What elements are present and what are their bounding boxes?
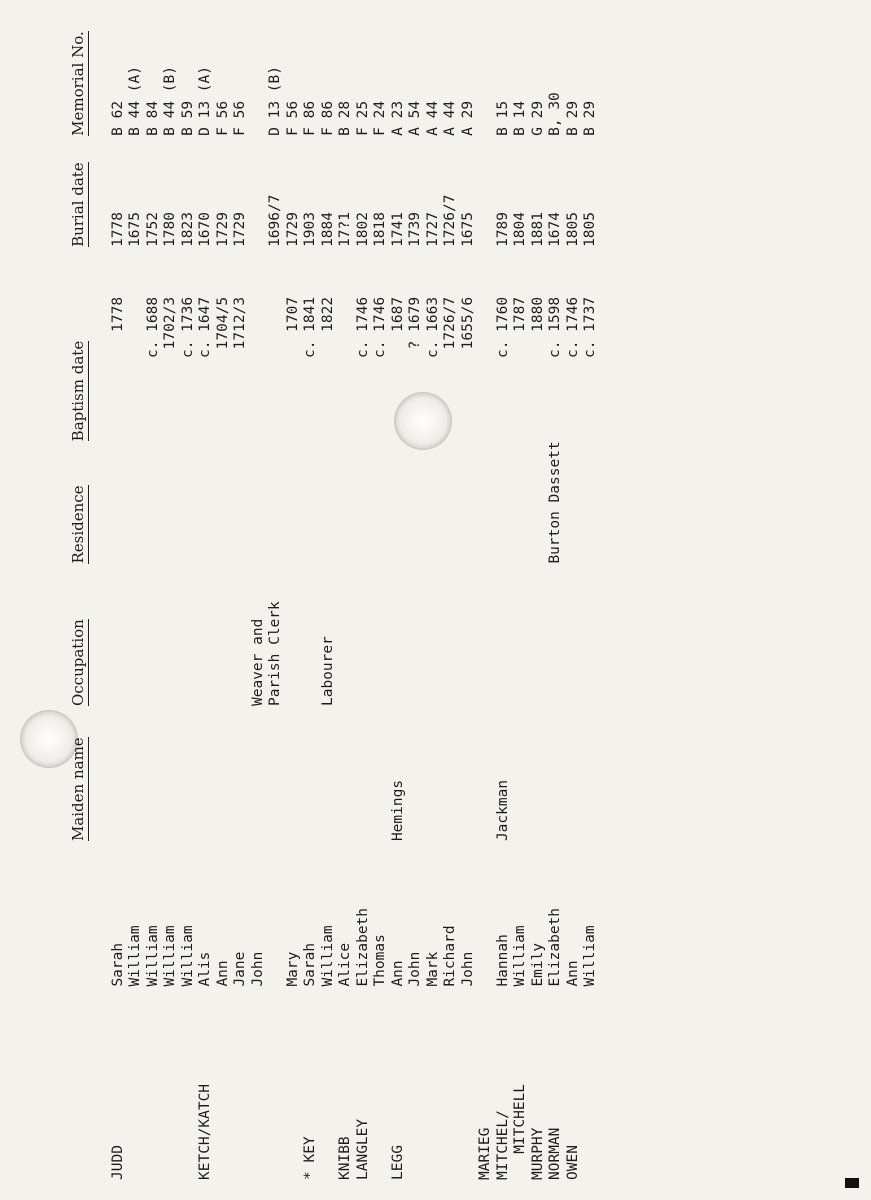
header-surname: [70, 987, 110, 1180]
cell-baptism: 1822: [319, 296, 336, 332]
cell-maiden: [110, 706, 128, 841]
table-row: [495, 0, 513, 1180]
header-occupation: Occupation: [69, 619, 87, 707]
header-baptism-date: Baptism date: [69, 340, 87, 442]
cell-burial: [477, 136, 495, 247]
header-residence: Residence: [69, 485, 87, 564]
cell-occupation: [162, 564, 180, 706]
cell-maiden: [302, 706, 320, 841]
cell-surname: LANGLEY: [354, 1118, 371, 1180]
cell-residence: [390, 441, 408, 563]
cell-surname: * KEY: [302, 1136, 318, 1180]
cell-surname: OWEN: [564, 1145, 581, 1180]
cell-given: Alice: [337, 942, 353, 987]
table-row: [460, 0, 478, 1180]
cell-baptism: c. 1736: [179, 296, 196, 359]
table-row: [302, 0, 320, 1180]
cell-occupation: [512, 564, 530, 706]
cell-burial: 1903: [302, 212, 318, 247]
cell-residence: [320, 441, 338, 563]
cell-memorial: B 59: [179, 100, 196, 136]
cell-given: William: [144, 925, 161, 987]
cell-given: William: [512, 925, 528, 987]
cell-baptism: c. 1598: [547, 296, 563, 359]
cell-memorial: G 29: [529, 100, 546, 136]
cell-baptism: 1880: [529, 296, 546, 332]
cell-given: Alis: [197, 951, 213, 987]
cell-occupation: [302, 564, 320, 706]
cell-burial: 1802: [354, 212, 371, 247]
cell-surname: JUDD: [109, 1145, 126, 1180]
table-row: [145, 0, 163, 1180]
cell-surname: [127, 987, 145, 1180]
cell-maiden: [232, 706, 250, 841]
cell-memorial: F 24: [372, 100, 388, 136]
cell-occupation: Weaver and: [249, 618, 266, 707]
cell-burial: [250, 136, 268, 247]
cell-burial: 1726/7: [442, 194, 458, 247]
cell-burial: 1884: [319, 212, 336, 247]
cell-given: Thomas: [372, 934, 388, 987]
cell-residence: [477, 441, 495, 563]
cell-residence: [127, 441, 145, 563]
register-rows: [110, 0, 600, 1180]
cell-baptism: 1707: [284, 296, 301, 332]
cell-baptism: c. 1737: [582, 296, 598, 359]
cell-baptism: [127, 247, 145, 441]
cell-memorial: B 62: [109, 100, 126, 136]
cell-memorial: F 56: [214, 100, 231, 136]
cell-occupation: [530, 564, 548, 706]
cell-maiden: [250, 706, 268, 841]
table-row: [477, 0, 495, 1180]
cell-burial: 1729: [214, 212, 231, 247]
cell-residence: [285, 441, 303, 563]
cell-baptism: [337, 247, 355, 441]
cell-baptism: c. 1841: [302, 296, 318, 359]
cell-memorial: F 86: [319, 100, 336, 136]
cell-occupation: [442, 564, 460, 706]
cell-memorial: A 44: [442, 100, 458, 136]
cell-maiden: [565, 706, 583, 841]
table-row: [232, 0, 250, 1180]
cell-burial: 1805: [564, 212, 581, 247]
cell-given: Sarah: [109, 942, 126, 987]
cell-memorial: B 29: [582, 100, 598, 136]
cell-surname: [250, 987, 268, 1180]
cell-baptism: 1702/3: [162, 296, 178, 350]
cell-memorial: B 28: [337, 100, 353, 136]
cell-surname: MARIEG: [477, 1127, 493, 1180]
header-row: [70, 0, 110, 1180]
cell-occupation: Parish Clerk: [267, 601, 283, 707]
header-memorial-no: Memorial No.: [69, 31, 87, 136]
cell-residence: [530, 441, 548, 563]
cell-residence: [582, 441, 600, 563]
cell-given: William: [179, 925, 196, 987]
cell-residence: [495, 441, 513, 563]
cell-given: Elizabeth: [354, 907, 371, 987]
cell-given: Sarah: [302, 942, 318, 987]
table-row: [530, 0, 548, 1180]
cell-given: Jane: [232, 951, 248, 987]
cell-memorial: D 13 (A): [197, 66, 213, 136]
cell-burial: 1741: [389, 212, 406, 247]
cell-burial: 1752: [144, 212, 161, 247]
cell-baptism: 1787: [512, 296, 528, 332]
cell-occupation: [355, 564, 373, 706]
cell-residence: [372, 441, 390, 563]
table-row: [565, 0, 583, 1180]
cell-surname: KETCH/KATCH: [197, 1083, 213, 1180]
cell-memorial: B 44 (A): [127, 66, 143, 136]
cell-residence: [145, 441, 163, 563]
cell-burial: 1675: [127, 212, 143, 247]
cell-given: John: [249, 951, 266, 987]
cell-baptism: ? 1679: [407, 296, 423, 350]
cell-burial: 1670: [197, 212, 213, 247]
cell-residence: [512, 441, 530, 563]
table-row: [267, 0, 285, 1180]
cell-residence: [337, 441, 355, 563]
cell-memorial: F 56: [232, 100, 248, 136]
cell-burial: 1789: [494, 212, 511, 247]
cell-surname: [215, 987, 233, 1180]
cell-given: [267, 841, 285, 987]
header-burial-date: Burial date: [69, 162, 87, 247]
cell-residence: [302, 441, 320, 563]
cell-burial: 1696/7: [267, 194, 283, 247]
cell-occupation: [197, 564, 215, 706]
cell-residence: [407, 441, 425, 563]
cell-surname: MITCHELL: [512, 1083, 528, 1180]
table-row: [582, 0, 600, 1180]
cell-occupation: [285, 564, 303, 706]
cell-baptism: 1712/3: [232, 296, 248, 350]
cell-memorial: F 56: [284, 100, 301, 136]
table-row: [110, 0, 128, 1180]
cell-occupation: [372, 564, 390, 706]
cell-given: [477, 841, 495, 987]
cell-occupation: [565, 564, 583, 706]
cell-memorial: D 13 (B): [267, 66, 283, 136]
cell-memorial: B 44 (B): [162, 66, 178, 136]
cell-memorial: A 23: [389, 100, 406, 136]
table-row: [442, 0, 460, 1180]
cell-baptism: [250, 247, 268, 441]
cell-maiden: [477, 706, 495, 841]
cell-residence: [425, 441, 443, 563]
table-row: [127, 0, 145, 1180]
cell-occupation: [547, 564, 565, 706]
cell-maiden: Jackman: [494, 779, 511, 842]
cell-maiden: [530, 706, 548, 841]
table-row: [355, 0, 373, 1180]
cell-given: William: [582, 925, 598, 987]
cell-burial: 1818: [372, 212, 388, 247]
cell-burial: 1727: [424, 212, 441, 247]
cell-maiden: [197, 706, 215, 841]
cell-burial: 1674: [547, 212, 563, 247]
table-row: [337, 0, 355, 1180]
cell-residence: Burton Dassett: [547, 441, 563, 564]
cell-maiden: [547, 706, 565, 841]
cell-surname: KNIBB: [337, 1136, 353, 1180]
table-row: [320, 0, 338, 1180]
cell-baptism: 1687: [389, 296, 406, 332]
cell-given: Richard: [442, 925, 458, 987]
cell-baptism: [267, 247, 285, 441]
burial-register-table: [70, 0, 600, 1180]
cell-surname: MITCHEL/: [494, 1110, 511, 1180]
table-row: [372, 0, 390, 1180]
cell-burial: 1780: [162, 212, 178, 247]
cell-occupation: [232, 564, 250, 706]
cell-memorial: F 25: [354, 100, 371, 136]
cell-occupation: [407, 564, 425, 706]
cell-burial: 1805: [582, 212, 598, 247]
cell-baptism: c. 1688: [144, 296, 161, 359]
cell-occupation: [495, 564, 513, 706]
table-row: [512, 0, 530, 1180]
cell-given: John: [459, 951, 476, 987]
cell-occupation: [582, 564, 600, 706]
cell-given: Mark: [424, 951, 441, 987]
cell-surname: [267, 987, 285, 1180]
cell-maiden: [180, 706, 198, 841]
table-row: [547, 0, 565, 1180]
header-maiden-name: Maiden name: [69, 737, 87, 842]
cell-maiden: [512, 706, 530, 841]
table-row: [180, 0, 198, 1180]
asterisk-mark: *: [302, 1162, 318, 1180]
cell-residence: [232, 441, 250, 563]
cell-given: Ann: [564, 960, 581, 987]
cell-memorial: B 14: [512, 100, 528, 136]
cell-burial: 1778: [109, 212, 126, 247]
cell-maiden: [372, 706, 390, 841]
cell-residence: [180, 441, 198, 563]
cell-memorial: B 29: [564, 100, 581, 136]
cell-burial: 1729: [232, 212, 248, 247]
cell-surname: [407, 987, 425, 1180]
cell-given: Ann: [389, 960, 406, 987]
cell-memorial: B 84: [144, 100, 161, 136]
ink-mark: [845, 1178, 859, 1188]
cell-residence: [355, 441, 373, 563]
cell-surname: [372, 987, 390, 1180]
cell-surname: [180, 987, 198, 1180]
cell-occupation: [127, 564, 145, 706]
cell-given: Emily: [529, 942, 546, 987]
table-row: [390, 0, 408, 1180]
cell-memorial: A 44: [424, 100, 441, 136]
table-row: [407, 0, 425, 1180]
cell-occupation: [337, 564, 355, 706]
cell-baptism: c. 1647: [197, 296, 213, 359]
cell-residence: [215, 441, 233, 563]
cell-baptism: 1778: [109, 296, 126, 332]
table-row: [285, 0, 303, 1180]
cell-surname: [145, 987, 163, 1180]
cell-given: Ann: [214, 960, 231, 987]
cell-maiden: [162, 706, 180, 841]
header-given: [70, 841, 110, 987]
cell-surname: NORMAN: [547, 1127, 563, 1180]
cell-residence: [110, 441, 128, 563]
cell-burial: 1823: [179, 212, 196, 247]
cell-residence: [250, 441, 268, 563]
cell-memorial: [250, 0, 268, 136]
cell-maiden: [582, 706, 600, 841]
cell-memorial: A 54: [407, 100, 423, 136]
cell-residence: [442, 441, 460, 563]
cell-occupation: [477, 564, 495, 706]
cell-given: Hannah: [494, 934, 511, 987]
cell-memorial: B 15: [494, 100, 511, 136]
table-row: [162, 0, 180, 1180]
cell-maiden: [407, 706, 425, 841]
cell-maiden: [215, 706, 233, 841]
cell-maiden: [355, 706, 373, 841]
cell-surname: [425, 987, 443, 1180]
cell-residence: [197, 441, 215, 563]
cell-baptism: 1704/5: [214, 296, 231, 350]
cell-maiden: [425, 706, 443, 841]
cell-occupation: [390, 564, 408, 706]
cell-given: Mary: [284, 951, 301, 987]
cell-memorial: B, 30: [547, 92, 563, 136]
cell-maiden: [460, 706, 478, 841]
cell-maiden: [442, 706, 460, 841]
cell-residence: [565, 441, 583, 563]
cell-baptism: c. 1760: [494, 296, 511, 359]
cell-memorial: F 86: [302, 100, 318, 136]
cell-surname: [582, 987, 600, 1180]
table-row: [197, 0, 215, 1180]
cell-memorial: [477, 0, 495, 136]
cell-occupation: [460, 564, 478, 706]
cell-burial: 1804: [512, 212, 528, 247]
cell-occupation: [145, 564, 163, 706]
table-row: [215, 0, 233, 1180]
cell-given: William: [162, 925, 178, 987]
cell-surname: [162, 987, 180, 1180]
cell-residence: [267, 441, 285, 563]
cell-surname: LEGG: [389, 1145, 406, 1180]
cell-baptism: 1726/7: [442, 296, 458, 350]
cell-maiden: [267, 706, 285, 841]
cell-baptism: c. 1746: [564, 296, 581, 359]
cell-surname: [442, 987, 460, 1180]
cell-maiden: [285, 706, 303, 841]
cell-occupation: Labourer: [319, 636, 336, 707]
cell-occupation: [110, 564, 128, 706]
cell-given: William: [319, 925, 336, 987]
cell-baptism: c. 1663: [424, 296, 441, 359]
cell-burial: 1729: [284, 212, 301, 247]
cell-surname: [460, 987, 478, 1180]
cell-maiden: [337, 706, 355, 841]
cell-memorial: A 29: [459, 100, 476, 136]
cell-surname: [320, 987, 338, 1180]
cell-burial: 17?1: [337, 212, 353, 247]
cell-baptism: c. 1746: [354, 296, 371, 359]
cell-surname: MURPHY: [529, 1127, 546, 1180]
cell-burial: 1675: [459, 212, 476, 247]
table-row: [250, 0, 268, 1180]
cell-residence: [460, 441, 478, 563]
cell-maiden: [145, 706, 163, 841]
cell-burial: 1739: [407, 212, 423, 247]
cell-maiden: [320, 706, 338, 841]
table-row: [425, 0, 443, 1180]
cell-surname: [232, 987, 250, 1180]
cell-surname: [285, 987, 303, 1180]
cell-occupation: [180, 564, 198, 706]
cell-given: John: [407, 951, 423, 987]
cell-given: William: [127, 925, 143, 987]
cell-maiden: [127, 706, 145, 841]
cell-baptism: [477, 247, 495, 441]
cell-baptism: c. 1746: [372, 296, 388, 359]
cell-maiden: Hemings: [389, 779, 406, 842]
cell-occupation: [425, 564, 443, 706]
cell-baptism: 1655/6: [459, 296, 476, 350]
cell-residence: [162, 441, 180, 563]
cell-occupation: [215, 564, 233, 706]
cell-given: Elizabeth: [547, 907, 563, 987]
cell-burial: 1881: [529, 212, 546, 247]
